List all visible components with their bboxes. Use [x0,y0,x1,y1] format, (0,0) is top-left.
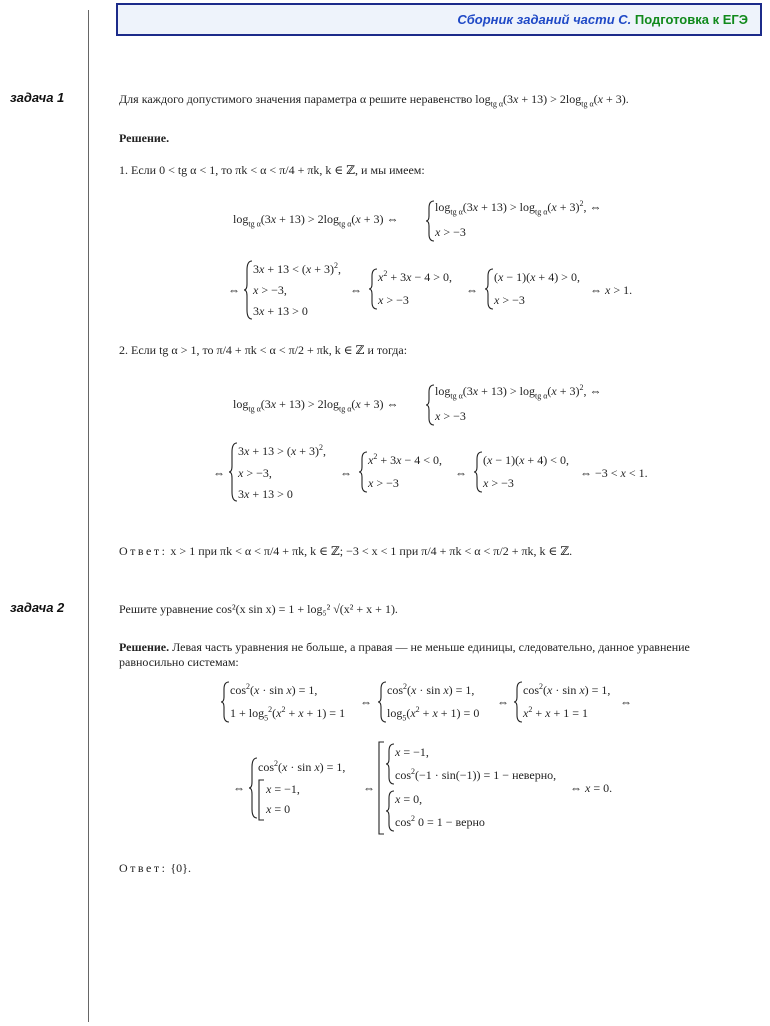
task2-sys-row: $x^2 + x + 1 = 1$ [523,705,588,720]
task1-case1-sys-row: (x − 1)(x + 4) > 0, [494,270,580,284]
brace [368,268,378,310]
equivalence: ⇔ [233,781,245,795]
task1-case2-sys-row: $\log_{tg \alpha}(3x + 13) > \log_{tg \alpha}(x + 3)^2$, ⇔ [435,383,602,401]
task1-case2-ineq: $\log_{tg \alpha}(3x + 13) > 2\log_{tg \alpha}(x + 3)$ ⇔ [233,397,399,414]
task2-statement: Решите уравнение cos²(x sin x) = 1 + log₅² √(x² + x + 1). [119,602,398,616]
task2-answer [119,861,191,876]
brace [473,451,483,493]
task2-solution-heading: Решение. [119,640,170,654]
task1-case2-sys-row: x > −3 [368,476,399,490]
task2-sys-row: x = 0 [266,802,291,816]
task1-label: задача 1 [10,90,65,105]
equivalence: ⇔ [340,466,352,480]
task2-sys-row: $\cos^2(-1 \cdot \sin(-1)) = 1$ − неверно, [395,767,557,782]
task1-case2-sys-row: x > −3 [483,476,514,490]
task2-sys-row: $\cos^2 0 = 1$ − верно [395,814,485,829]
page-header [116,3,762,36]
wrong-label: неверно [512,768,554,782]
task2-sys-row: $\cos^2(x \cdot \sin x) = 1$, [523,682,611,697]
task1-case1-sys-row: $x^2 + 3x - 4 > 0$, [378,269,452,284]
task2-sys-row: $\log_5(x^2 + x + 1) = 0$ [387,705,480,723]
bracket [257,779,265,821]
brace [425,200,435,242]
equivalence: ⇔ [350,283,362,297]
answer-label: Ответ: [119,544,168,558]
task1-answer [119,544,572,559]
task2-sys-row: x = −1, [395,745,429,759]
right-label: верно [455,815,485,829]
task1-case2-intro: 2. Если tg α > 1, то π/4 + πk < α < π/2 + πk, k ∈ ℤ и тогда: [119,343,408,357]
task2-sys-row: $1 + \log_5^2(x^2 + x + 1) = 1$ [230,705,346,723]
brace [385,743,395,785]
answer-label: Ответ: [119,861,168,875]
task1-case1-result: ⇔ x > 1. [590,283,633,297]
task2-solution [119,640,749,670]
task2-solution-text: Левая часть уравнения не больше, а правая — не меньше единицы, следовательно, данное уравнение равносильно системам: [119,640,690,669]
brace [377,681,387,723]
task1-case1-sys-row: 3x + 13 > 0 [253,304,308,318]
task1-case2-sys-row: 3x + 13 > 0 [238,487,293,501]
task1-case1-sys-row: x > −3 [494,293,525,307]
task1-case1-intro: 1. Если 0 < tg α < 1, то πk < α < π/4 + πk, k ∈ ℤ, и мы имеем: [119,163,425,177]
task1-answer-text: x > 1 при πk < α < π/4 + πk, k ∈ ℤ; −3 < x < 1 при π/4 + πk < α < π/2 + πk, k ∈ ℤ. [170,544,573,558]
brace [243,260,253,320]
task1-case1-sys-row: x > −3, [253,283,287,297]
margin-divider [88,10,89,1022]
brace [513,681,523,723]
brace [484,268,494,310]
task2-answer-text: {0}. [170,861,191,875]
brace [358,451,368,493]
bracket [377,741,385,835]
equivalence: ⇔ [363,781,375,795]
task2-sys-row: x = 0, [395,792,423,806]
task1-case1-ineq: $\log_{tg \alpha}(3x + 13) > 2\log_{tg \alpha}(x + 3)$ ⇔ [233,212,399,229]
equivalence: ⇔ [213,466,225,480]
task1-statement: Для каждого допустимого значения параметра α решите неравенство $\log_{tg \alpha}(3x + 13) > 2\log_{tg \alpha}(x + 3)$. [119,92,629,109]
equivalence: ⇔ [360,695,372,709]
task1-case2-sys-row: $3x + 13 > (x + 3)^2$, [238,443,326,458]
task2-label: задача 2 [10,600,65,615]
task1-case1-sys-row: x > −3 [435,225,466,239]
task1-case2-sys-row: x > −3, [238,466,272,480]
equivalence: ⇔ [466,283,478,297]
equivalence: ⇔ [228,283,240,297]
task1-case1-sys-row: $3x + 13 < (x + 3)^2$, [253,261,341,276]
task1-solution-heading: Решение. [119,131,170,145]
header-title-part1: Сборник заданий части С. [457,12,632,27]
task2-sys-row: $\cos^2(x \cdot \sin x) = 1$, [387,682,475,697]
brace [425,384,435,426]
equivalence: ⇔ [497,695,509,709]
equivalence: ⇔ [455,466,467,480]
task1-case2-result: ⇔ −3 < x < 1. [580,466,648,480]
task1-case1-sys-row: $\log_{tg \alpha}(3x + 13) > \log_{tg \alpha}(x + 3)^2$, ⇔ [435,199,602,217]
task2-sys-row: $\cos^2(x \cdot \sin x) = 1$, [230,682,318,697]
task1-case2-sys-row: (x − 1)(x + 4) < 0, [483,453,569,467]
brace [220,681,230,723]
task2-result: ⇔ x = 0. [570,781,613,795]
task2-sys-row: x = −1, [266,782,300,796]
header-title-part2: Подготовка к ЕГЭ [634,12,748,27]
task2-sys-row: $\cos^2(x \cdot \sin x) = 1$, [258,759,346,774]
equivalence: ⇔ [620,695,632,709]
task1-case2-sys-row: $x^2 + 3x - 4 < 0$, [368,452,442,467]
task1-case2-sys-row: x > −3 [435,409,466,423]
task1-case1-sys-row: x > −3 [378,293,409,307]
brace [228,442,238,502]
brace [385,790,395,832]
